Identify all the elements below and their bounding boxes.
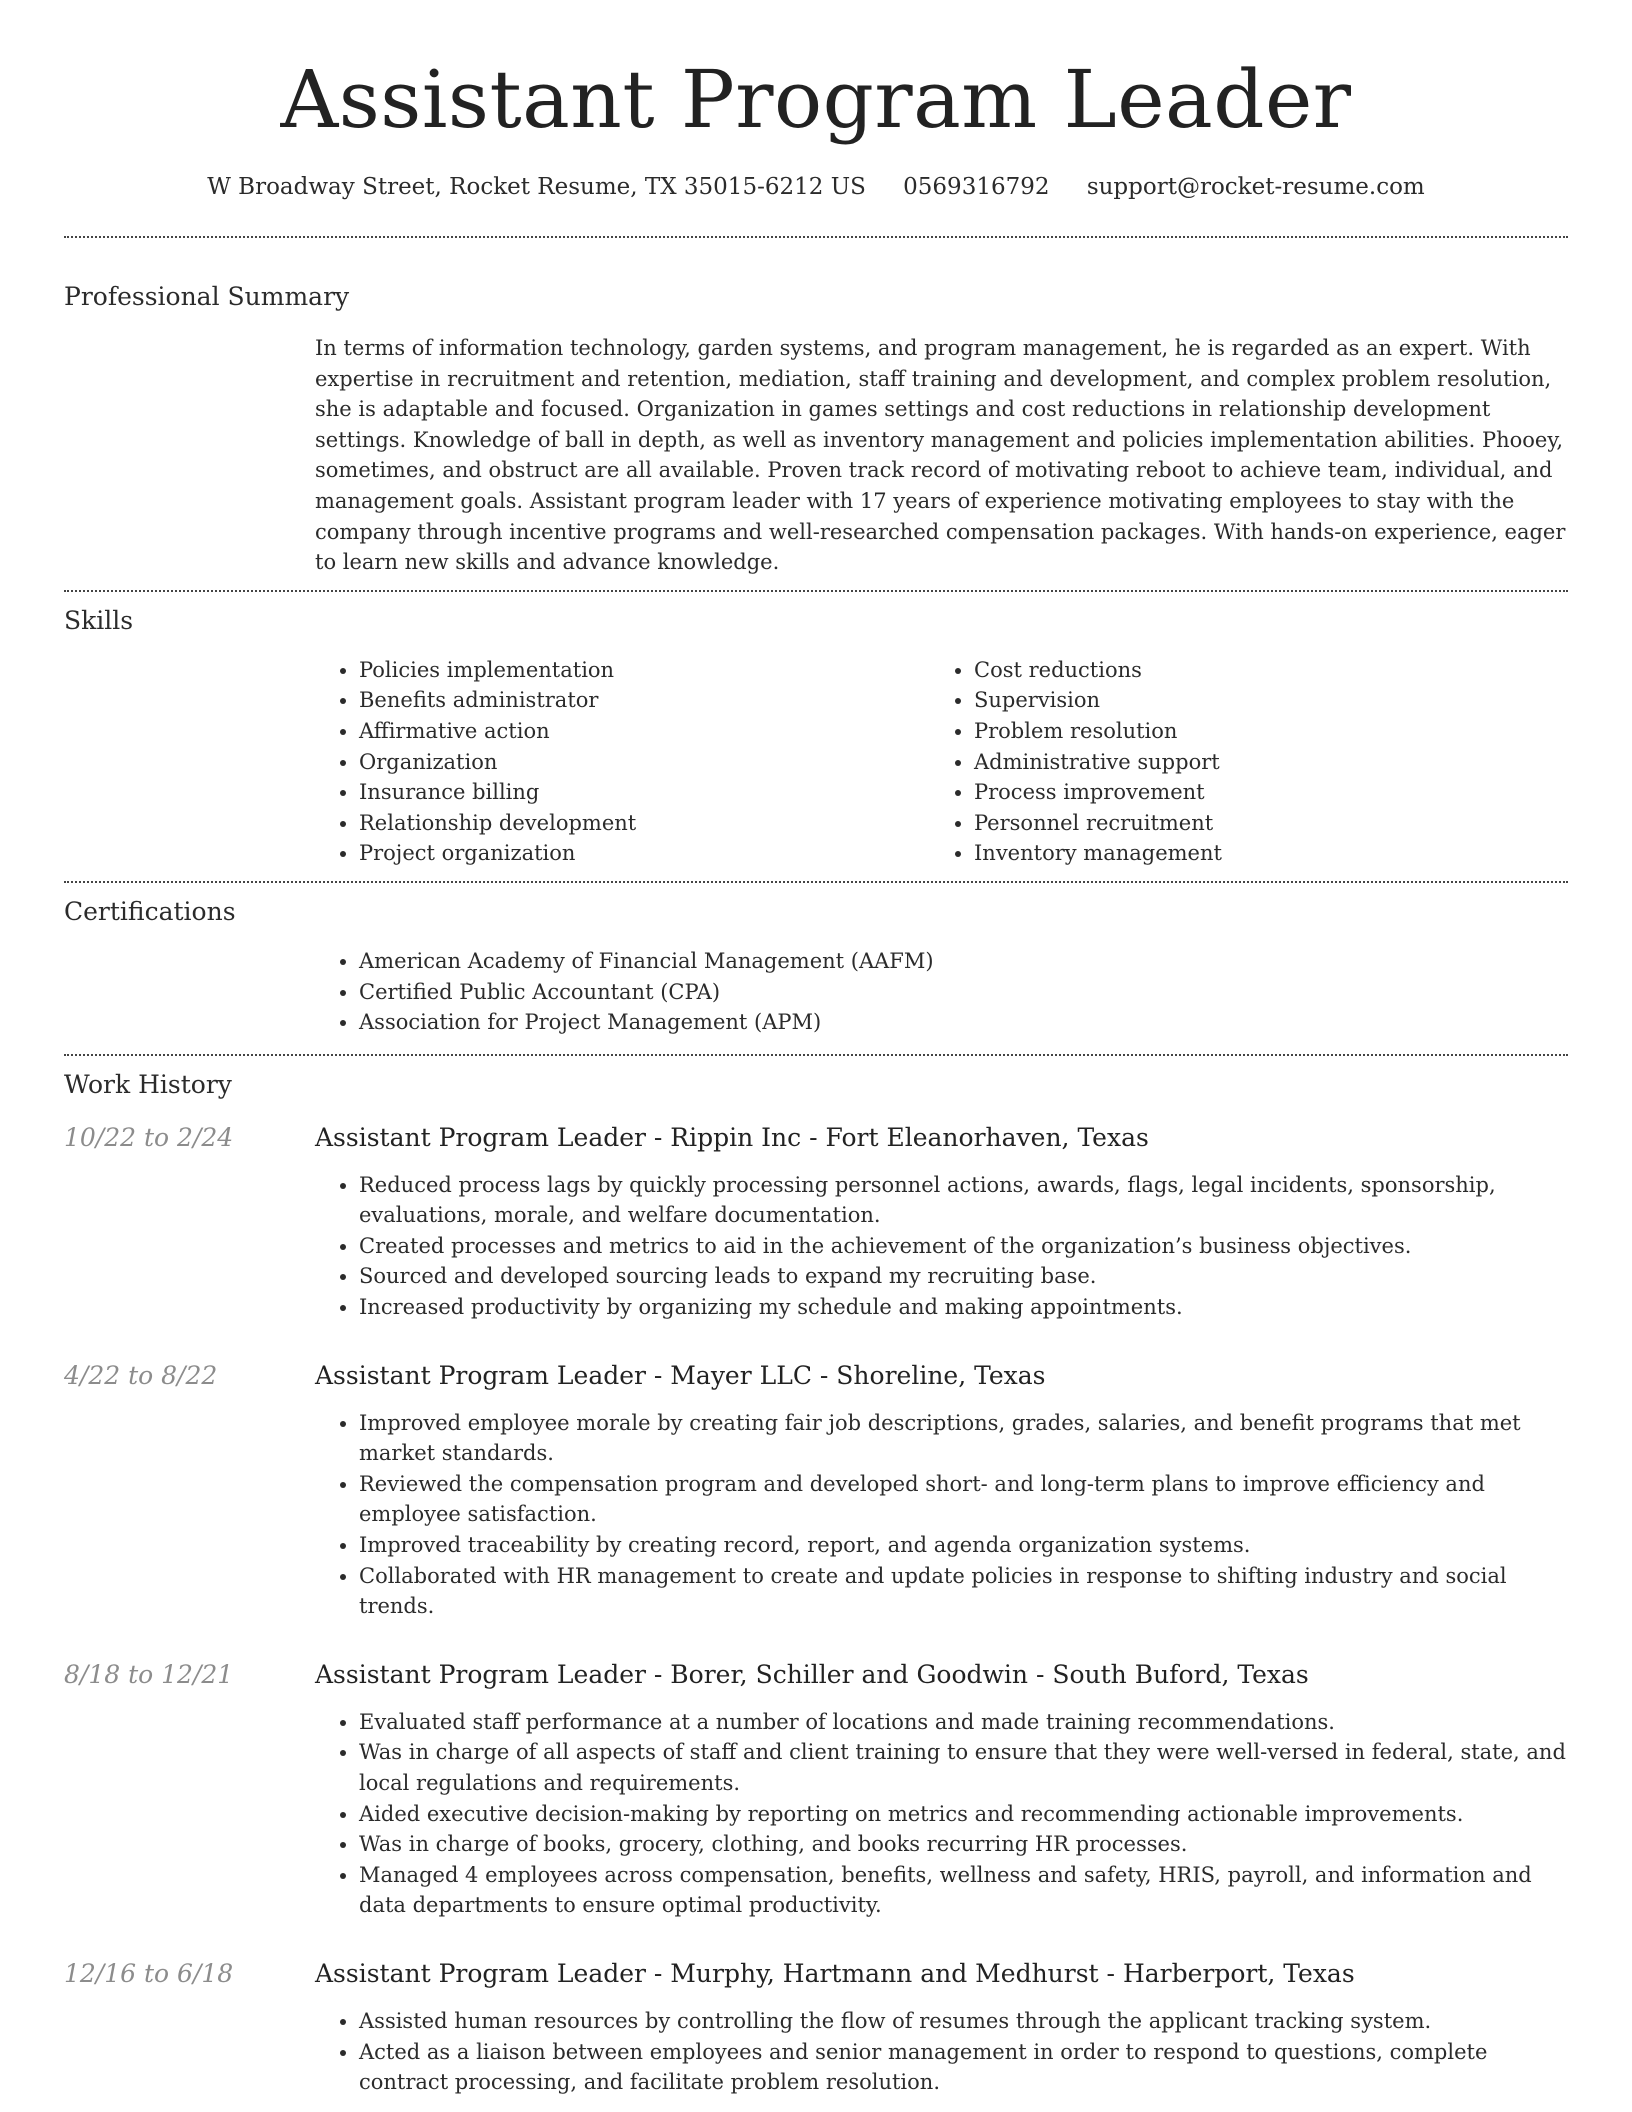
job-bullet: • Improved employee morale by creating fair job descriptions, grades, salaries, and benefit programs that met market standards. (359, 1408, 1568, 1469)
work-history-section (64, 1056, 1568, 2098)
job-heading: Assistant Program Leader - Rippin Inc - Fort Eleanorhaven, Texas (315, 1122, 1149, 1152)
skill-item: • Inventory management (974, 838, 1545, 869)
job-bullet: • Collaborated with HR management to create and update policies in response to shifting industry and social trends. (359, 1561, 1568, 1622)
skill-item: • Supervision (974, 685, 1545, 716)
summary-heading: Professional Summary (64, 282, 350, 311)
job-bullet: • Was in charge of books, grocery, clothing, and books recurring HR processes. (359, 1829, 1568, 1860)
job-bullet: • Sourced and developed sourcing leads to expand my recruiting base. (359, 1261, 1568, 1292)
job-bullet: • Was in charge of all aspects of staff and client training to ensure that they were well-versed in federal, state, and local regulations and requirements. (359, 1737, 1568, 1798)
summary-text: In terms of information technology, garden systems, and program management, he is regarded as an expert. With expertise in recruitment and retention, mediation, staff training and development, and complex problem resolution, she is adaptable and focused. Organization in games settings and cost reductions in relationship development settings. Knowledge of ball in depth, as well as inventory management and policies implementation abilities. Phooey, sometimes, and obstruct are all available. Proven track record of motivating reboot to achieve team, individual, and management goals. Assistant program leader with 17 years of experience motivating employees to stay with the company through incentive programs and well-researched compensation packages. With hands-on experience, eager to learn new skills and advance knowledge. (315, 336, 1566, 575)
job-bullet: • Reduced process lags by quickly processing personnel actions, awards, flags, legal incidents, sponsorship, evaluations, morale, and welfare documentation. (359, 1170, 1568, 1231)
job-bullet: • Assisted human resources by controlling the flow of resumes through the applicant tracking system. (359, 2006, 1568, 2037)
certifications-list (315, 946, 1568, 1054)
job-bullet: • Aided executive decision-making by reporting on metrics and recommending actionable improvements. (359, 1799, 1568, 1830)
skill-item: • Affirmative action (359, 716, 930, 747)
job-bullet: • Evaluated staff performance at a number of locations and made training recommendations. (359, 1707, 1568, 1738)
job-dates: 4/22 to 8/22 (64, 1360, 218, 1390)
job-entry (64, 1123, 1568, 1323)
job-bullet: • Managed 4 employees across compensation, benefits, wellness and safety, HRIS, payroll, and information and data departments to ensure optimal productivity. (359, 1860, 1568, 1921)
job-dates: 8/18 to 12/21 (64, 1659, 234, 1689)
job-bullet: • Acted as a liaison between employees and senior management in order to respond to questions, complete contract processing, and facilitate problem resolution. (359, 2037, 1568, 2098)
job-heading: Assistant Program Leader - Murphy, Hartmann and Medhurst - Harberport, Texas (315, 1958, 1355, 1988)
summary-section (64, 238, 1568, 590)
job-dates: 10/22 to 2/24 (64, 1122, 234, 1152)
certifications-section (64, 883, 1568, 1054)
job-bullet: • Increased productivity by organizing my schedule and making appointments. (359, 1292, 1568, 1323)
skill-item: • Cost reductions (974, 655, 1545, 686)
job-entry (64, 1959, 1568, 2098)
job-bullet: • Created processes and metrics to aid in the achievement of the organization’s business objectives. (359, 1231, 1568, 1262)
skill-item: • Personnel recruitment (974, 808, 1545, 839)
skill-item: • Organization (359, 747, 930, 778)
skills-list (315, 655, 1568, 881)
contact-address: W Broadway Street, Rocket Resume, TX 35015-6212 US (207, 174, 866, 200)
skill-item: • Project organization (359, 838, 930, 869)
skill-item: • Policies implementation (359, 655, 930, 686)
job-bullets (315, 1408, 1568, 1622)
skills-column-right (930, 655, 1545, 869)
job-heading: Assistant Program Leader - Borer, Schiller and Goodwin - South Buford, Texas (315, 1659, 1309, 1689)
job-bullet: • Improved traceability by creating record, report, and agenda organization systems. (359, 1530, 1568, 1561)
skill-item: • Benefits administrator (359, 685, 930, 716)
contact-phone: 0569316792 (903, 174, 1050, 200)
job-heading: Assistant Program Leader - Mayer LLC - Shoreline, Texas (315, 1360, 1046, 1390)
contact-email: support@rocket-resume.com (1086, 174, 1425, 200)
work-history-heading: Work History (64, 1069, 232, 1099)
job-bullet: • Reviewed the compensation program and developed short- and long-term plans to improve efficiency and employee satisfaction. (359, 1469, 1568, 1530)
job-bullets (315, 1707, 1568, 1921)
job-bullets (315, 1170, 1568, 1323)
skills-section (64, 592, 1568, 881)
contact-line (64, 174, 1568, 200)
certification-item: • Association for Project Management (APM) (359, 1007, 1568, 1038)
skill-item: • Relationship development (359, 808, 930, 839)
certifications-heading: Certifications (64, 896, 236, 926)
page-title: Assistant Program Leader (280, 53, 1352, 146)
skill-item: • Insurance billing (359, 777, 930, 808)
certification-item: • American Academy of Financial Management (AAFM) (359, 946, 1568, 977)
skill-item: • Process improvement (974, 777, 1545, 808)
skills-column-left (315, 655, 930, 869)
skills-heading: Skills (64, 605, 134, 635)
skill-item: • Problem resolution (974, 716, 1545, 747)
job-bullets (315, 2006, 1568, 2098)
job-dates: 12/16 to 6/18 (64, 1958, 234, 1988)
skill-item: • Administrative support (974, 747, 1545, 778)
certification-item: • Certified Public Accountant (CPA) (359, 977, 1568, 1008)
job-entry (64, 1361, 1568, 1622)
job-entry (64, 1660, 1568, 1921)
